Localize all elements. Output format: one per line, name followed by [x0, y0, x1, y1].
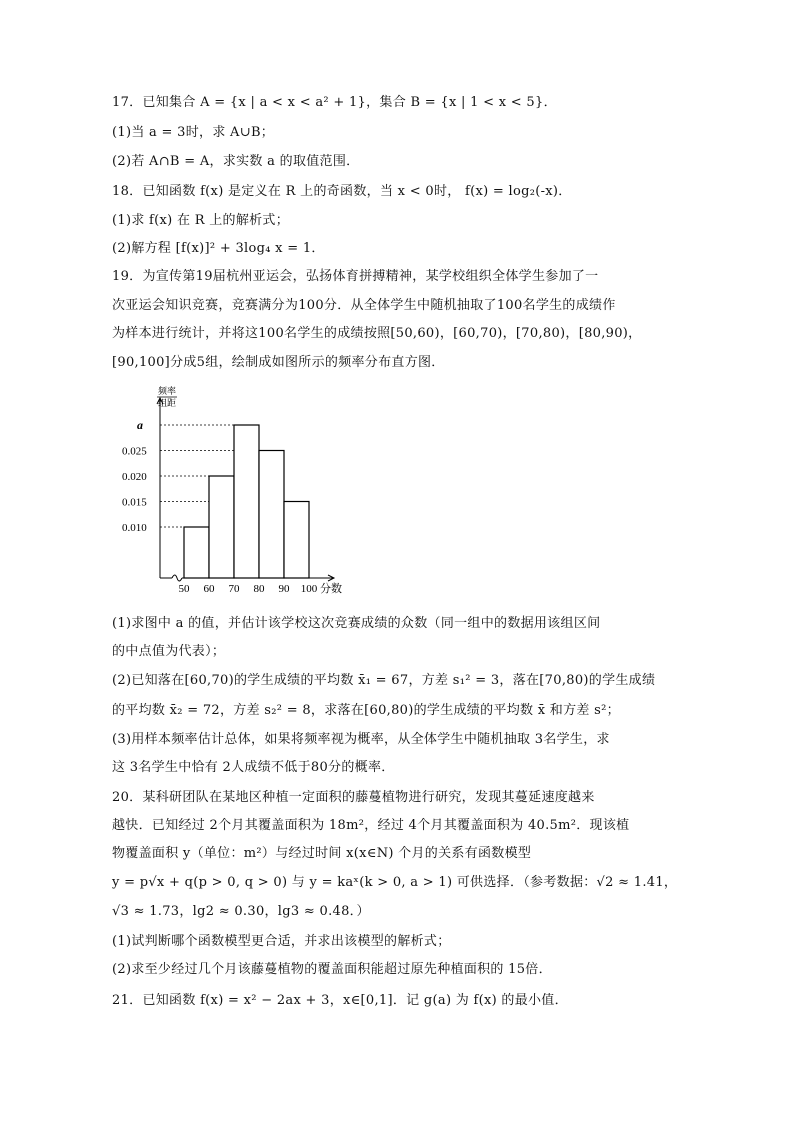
y-tick-label: 0.010	[122, 522, 147, 534]
histogram-bar	[284, 502, 309, 579]
q20-line1: 20．某科研团队在某地区种植一定面积的藤蔓植物进行研究，发现其蔓延速度越来	[112, 790, 595, 805]
x-tick-label: 50	[178, 583, 190, 595]
x-tick-label: 70	[228, 583, 240, 595]
x-axis-label: 分数	[320, 583, 342, 595]
histogram-bar	[259, 451, 284, 579]
q20-part2: (2)求至少经过几个月该藤蔓植物的覆盖面积能超过原先种植面积的 15倍．	[112, 962, 552, 977]
q19-line1: 19．为宣传第19届杭州亚运会，弘扬体育拼搏精神，某学校组织全体学生参加了一	[112, 269, 599, 284]
q20-line4: y = p√x + q(p > 0, q > 0) 与 y = kaˣ(k > 0, a > 1) 可供选择．（参考数据：√2 ≈ 1.41，	[112, 875, 678, 890]
x-axis-break	[172, 575, 182, 581]
y-axis-label-top: 频率	[158, 386, 177, 396]
x-axis-arrow	[328, 575, 334, 581]
q19-part1-b: 的中点值为代表）；	[112, 644, 226, 659]
x-tick-label: 60	[203, 583, 215, 595]
q19-part2-a: (2)已知落在[60,70)的学生成绩的平均数 x̄₁ = 67，方差 s₁² = 3，落在[70,80)的学生成绩	[112, 673, 656, 688]
q19-line3: 为样本进行统计，并将这100名学生的成绩按照[50,60)，[60,70)，[70,80)，[80,90)，	[112, 326, 642, 341]
histogram-bar	[209, 476, 234, 578]
q20-line3: 物覆盖面积 y（单位：m²）与经过时间 x(x∈N) 个月的关系有函数模型	[112, 846, 532, 861]
q20-line5: √3 ≈ 1.73，lg2 ≈ 0.30，lg3 ≈ 0.48．）	[112, 904, 370, 919]
y-tick-label: 0.015	[122, 496, 147, 509]
q18-part2: (2)解方程 [f(x)]² + 3log₄ x = 1．	[112, 241, 325, 256]
q21-title: 21．已知函数 f(x) = x² − 2ax + 3，x∈[0,1]．记 g(a) 为 f(x) 的最小值．	[112, 993, 568, 1008]
q19-part3-a: (3)用样本频率估计总体，如果将频率视为概率，从全体学生中随机抽取 3名学生，求	[112, 732, 610, 747]
q18-title: 18．已知函数 f(x) 是定义在 R 上的奇函数，当 x < 0时， f(x) = log₂(-x)．	[112, 184, 572, 199]
x-tick-label: 80	[253, 583, 265, 595]
q19-part2-b: 的平均数 x̄₂ = 72，方差 s₂² = 8，求落在[60,80)的学生成绩的平均数 x̄ 和方差 s²；	[112, 703, 620, 718]
y-axis-label-bottom: 组距	[158, 398, 177, 408]
q19-part3-b: 这 3名学生中恰有 2人成绩不低于80分的概率．	[112, 760, 395, 775]
q20-part1: (1)试判断哪个函数模型更合适，并求出该模型的解析式；	[112, 934, 451, 949]
q17-part2: (2)若 A∩B = A，求实数 a 的取值范围．	[112, 154, 360, 169]
q19-part1-a: (1)求图中 a 的值，并估计该学校这次竞赛成绩的众数（同一组中的数据用该组区间	[112, 616, 601, 631]
y-tick-label: 0.020	[122, 471, 147, 483]
x-tick-label: 100	[300, 583, 318, 595]
q18-part1: (1)求 f(x) 在 R 上的解析式；	[112, 213, 290, 228]
q20-line2: 越快．已知经过 2个月其覆盖面积为 18m²，经过 4个月其覆盖面积为 40.5m²．现该植	[112, 818, 630, 833]
y-tick-label: a	[137, 418, 143, 432]
q17-title: 17．已知集合 A = {x | a < x < a² + 1}，集合 B = {x | 1 < x < 5}．	[112, 95, 557, 110]
histogram-bar	[184, 527, 209, 578]
q17-part1: (1)当 a = 3时，求 A∪B；	[112, 125, 275, 140]
y-axis-arrow	[157, 398, 163, 404]
q19-line2: 次亚运会知识竞赛，竞赛满分为100分．从全体学生中随机抽取了100名学生的成绩作	[112, 298, 616, 313]
x-tick-label: 90	[278, 583, 290, 595]
y-tick-label: 0.025	[122, 445, 147, 458]
histogram-bar	[234, 425, 259, 578]
q19-line4: [90,100]分成5组，绘制成如图所示的频率分布直方图．	[112, 355, 445, 370]
